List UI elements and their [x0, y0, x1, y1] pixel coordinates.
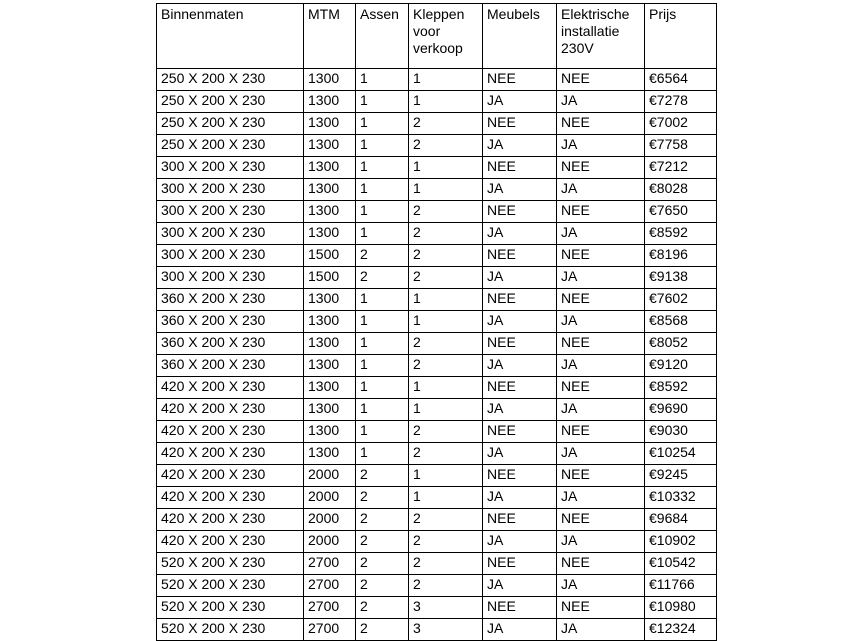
mtm-cell: 1300: [304, 333, 356, 355]
binnenmaten-cell: 250 X 200 X 230: [157, 91, 304, 113]
kleppen-cell: 2: [409, 267, 483, 289]
table-row: [157, 267, 717, 289]
prijs-cell: €10332: [645, 487, 717, 509]
table-row: [157, 245, 717, 267]
meubels-cell: NEE: [483, 553, 557, 575]
mtm-cell: 1500: [304, 267, 356, 289]
binnenmaten-cell: 250 X 200 X 230: [157, 135, 304, 157]
kleppen-cell: 1: [409, 69, 483, 91]
table-row: [157, 113, 717, 135]
prijs-cell: €6564: [645, 69, 717, 91]
assen-cell: 1: [356, 91, 409, 113]
elektrische-installatie-cell: NEE: [557, 113, 645, 135]
meubels-cell: NEE: [483, 421, 557, 443]
assen-cell: 1: [356, 377, 409, 399]
mtm-cell: 1300: [304, 289, 356, 311]
kleppen-cell: 2: [409, 245, 483, 267]
mtm-cell: 1300: [304, 355, 356, 377]
kleppen-cell: 2: [409, 201, 483, 223]
assen-cell: 1: [356, 443, 409, 465]
table-row: [157, 355, 717, 377]
mtm-cell: 1300: [304, 201, 356, 223]
meubels-cell: NEE: [483, 113, 557, 135]
table-row: [157, 135, 717, 157]
elektrische-installatie-cell: JA: [557, 487, 645, 509]
binnenmaten-cell: 360 X 200 X 230: [157, 355, 304, 377]
kleppen-cell: 1: [409, 289, 483, 311]
kleppen-cell: 1: [409, 157, 483, 179]
meubels-cell: JA: [483, 179, 557, 201]
kleppen-cell: 1: [409, 91, 483, 113]
header-kleppen: Kleppen voor verkoop: [409, 4, 483, 69]
prijs-cell: €7278: [645, 91, 717, 113]
binnenmaten-cell: 420 X 200 X 230: [157, 443, 304, 465]
binnenmaten-cell: 360 X 200 X 230: [157, 333, 304, 355]
elektrische-installatie-cell: JA: [557, 399, 645, 421]
binnenmaten-cell: 360 X 200 X 230: [157, 311, 304, 333]
prijs-cell: €8592: [645, 377, 717, 399]
mtm-cell: 1300: [304, 311, 356, 333]
assen-cell: 2: [356, 245, 409, 267]
meubels-cell: JA: [483, 443, 557, 465]
prijs-cell: €7602: [645, 289, 717, 311]
kleppen-cell: 1: [409, 465, 483, 487]
header-prijs: Prijs: [645, 4, 717, 69]
elektrische-installatie-cell: NEE: [557, 69, 645, 91]
elektrische-installatie-cell: NEE: [557, 201, 645, 223]
meubels-cell: JA: [483, 531, 557, 553]
meubels-cell: NEE: [483, 69, 557, 91]
binnenmaten-cell: 420 X 200 X 230: [157, 509, 304, 531]
meubels-cell: JA: [483, 575, 557, 597]
binnenmaten-cell: 300 X 200 X 230: [157, 223, 304, 245]
kleppen-cell: 2: [409, 509, 483, 531]
prijs-cell: €9245: [645, 465, 717, 487]
meubels-cell: NEE: [483, 333, 557, 355]
elektrische-installatie-cell: NEE: [557, 157, 645, 179]
binnenmaten-cell: 520 X 200 X 230: [157, 619, 304, 641]
binnenmaten-cell: 520 X 200 X 230: [157, 597, 304, 619]
elektrische-installatie-cell: NEE: [557, 377, 645, 399]
prijs-cell: €10254: [645, 443, 717, 465]
assen-cell: 1: [356, 223, 409, 245]
prijs-cell: €12324: [645, 619, 717, 641]
elektrische-installatie-cell: JA: [557, 619, 645, 641]
table-row: [157, 619, 717, 641]
kleppen-cell: 2: [409, 333, 483, 355]
meubels-cell: NEE: [483, 377, 557, 399]
meubels-cell: JA: [483, 135, 557, 157]
table-row: [157, 531, 717, 553]
meubels-cell: JA: [483, 619, 557, 641]
binnenmaten-cell: 300 X 200 X 230: [157, 267, 304, 289]
elektrische-installatie-cell: JA: [557, 531, 645, 553]
mtm-cell: 2700: [304, 553, 356, 575]
kleppen-cell: 1: [409, 311, 483, 333]
prijs-cell: €8592: [645, 223, 717, 245]
meubels-cell: JA: [483, 267, 557, 289]
table-row: [157, 223, 717, 245]
assen-cell: 1: [356, 355, 409, 377]
mtm-cell: 1300: [304, 223, 356, 245]
prijs-cell: €11766: [645, 575, 717, 597]
meubels-cell: JA: [483, 355, 557, 377]
assen-cell: 2: [356, 619, 409, 641]
table-row: [157, 333, 717, 355]
prijs-cell: €7212: [645, 157, 717, 179]
binnenmaten-cell: 250 X 200 X 230: [157, 69, 304, 91]
prijs-cell: €10542: [645, 553, 717, 575]
table-row: [157, 201, 717, 223]
kleppen-cell: 2: [409, 553, 483, 575]
prijs-cell: €7002: [645, 113, 717, 135]
price-table: [156, 3, 717, 641]
kleppen-cell: 3: [409, 597, 483, 619]
kleppen-cell: 2: [409, 223, 483, 245]
assen-cell: 1: [356, 311, 409, 333]
prijs-cell: €8028: [645, 179, 717, 201]
assen-cell: 2: [356, 487, 409, 509]
assen-cell: 2: [356, 531, 409, 553]
header-elektrische-installatie: Elektrische installatie 230V: [557, 4, 645, 69]
binnenmaten-cell: 300 X 200 X 230: [157, 157, 304, 179]
meubels-cell: JA: [483, 223, 557, 245]
assen-cell: 1: [356, 113, 409, 135]
binnenmaten-cell: 360 X 200 X 230: [157, 289, 304, 311]
elektrische-installatie-cell: NEE: [557, 553, 645, 575]
mtm-cell: 2000: [304, 509, 356, 531]
binnenmaten-cell: 300 X 200 X 230: [157, 201, 304, 223]
prijs-cell: €10902: [645, 531, 717, 553]
table-row: [157, 575, 717, 597]
assen-cell: 1: [356, 333, 409, 355]
header-mtm: MTM: [304, 4, 356, 69]
mtm-cell: 2700: [304, 597, 356, 619]
elektrische-installatie-cell: NEE: [557, 465, 645, 487]
elektrische-installatie-cell: JA: [557, 311, 645, 333]
assen-cell: 2: [356, 509, 409, 531]
assen-cell: 1: [356, 289, 409, 311]
elektrische-installatie-cell: JA: [557, 267, 645, 289]
table-row: [157, 597, 717, 619]
prijs-cell: €8052: [645, 333, 717, 355]
meubels-cell: JA: [483, 91, 557, 113]
mtm-cell: 1300: [304, 377, 356, 399]
assen-cell: 1: [356, 421, 409, 443]
assen-cell: 2: [356, 553, 409, 575]
kleppen-cell: 1: [409, 377, 483, 399]
binnenmaten-cell: 420 X 200 X 230: [157, 465, 304, 487]
elektrische-installatie-cell: NEE: [557, 289, 645, 311]
table-body: [157, 69, 717, 641]
assen-cell: 1: [356, 69, 409, 91]
assen-cell: 1: [356, 201, 409, 223]
prijs-cell: €7650: [645, 201, 717, 223]
kleppen-cell: 1: [409, 399, 483, 421]
table-row: [157, 465, 717, 487]
prijs-cell: €7758: [645, 135, 717, 157]
assen-cell: 1: [356, 157, 409, 179]
elektrische-installatie-cell: JA: [557, 91, 645, 113]
binnenmaten-cell: 420 X 200 X 230: [157, 421, 304, 443]
prijs-cell: €8568: [645, 311, 717, 333]
header-row: [157, 4, 717, 69]
elektrische-installatie-cell: NEE: [557, 421, 645, 443]
prijs-cell: €9690: [645, 399, 717, 421]
table-row: [157, 487, 717, 509]
meubels-cell: NEE: [483, 201, 557, 223]
binnenmaten-cell: 420 X 200 X 230: [157, 399, 304, 421]
mtm-cell: 2000: [304, 531, 356, 553]
table-row: [157, 421, 717, 443]
elektrische-installatie-cell: NEE: [557, 245, 645, 267]
elektrische-installatie-cell: NEE: [557, 333, 645, 355]
assen-cell: 2: [356, 465, 409, 487]
binnenmaten-cell: 520 X 200 X 230: [157, 575, 304, 597]
mtm-cell: 2000: [304, 487, 356, 509]
assen-cell: 2: [356, 267, 409, 289]
elektrische-installatie-cell: JA: [557, 355, 645, 377]
mtm-cell: 1300: [304, 135, 356, 157]
elektrische-installatie-cell: NEE: [557, 597, 645, 619]
prijs-cell: €9684: [645, 509, 717, 531]
meubels-cell: NEE: [483, 509, 557, 531]
header-assen: Assen: [356, 4, 409, 69]
table-row: [157, 69, 717, 91]
table-row: [157, 553, 717, 575]
mtm-cell: 1300: [304, 91, 356, 113]
kleppen-cell: 2: [409, 355, 483, 377]
binnenmaten-cell: 300 X 200 X 230: [157, 179, 304, 201]
mtm-cell: 1300: [304, 421, 356, 443]
meubels-cell: JA: [483, 399, 557, 421]
prijs-cell: €9120: [645, 355, 717, 377]
meubels-cell: NEE: [483, 245, 557, 267]
binnenmaten-cell: 420 X 200 X 230: [157, 377, 304, 399]
assen-cell: 2: [356, 597, 409, 619]
table-row: [157, 509, 717, 531]
prijs-cell: €10980: [645, 597, 717, 619]
elektrische-installatie-cell: JA: [557, 443, 645, 465]
assen-cell: 1: [356, 135, 409, 157]
prijs-cell: €9030: [645, 421, 717, 443]
meubels-cell: JA: [483, 487, 557, 509]
elektrische-installatie-cell: NEE: [557, 509, 645, 531]
meubels-cell: NEE: [483, 289, 557, 311]
kleppen-cell: 2: [409, 575, 483, 597]
meubels-cell: NEE: [483, 597, 557, 619]
kleppen-cell: 1: [409, 179, 483, 201]
table-row: [157, 91, 717, 113]
table-row: [157, 377, 717, 399]
kleppen-cell: 3: [409, 619, 483, 641]
mtm-cell: 1300: [304, 113, 356, 135]
table-row: [157, 289, 717, 311]
elektrische-installatie-cell: JA: [557, 223, 645, 245]
elektrische-installatie-cell: JA: [557, 179, 645, 201]
binnenmaten-cell: 420 X 200 X 230: [157, 487, 304, 509]
meubels-cell: JA: [483, 311, 557, 333]
elektrische-installatie-cell: JA: [557, 575, 645, 597]
mtm-cell: 1300: [304, 443, 356, 465]
mtm-cell: 2700: [304, 575, 356, 597]
table-row: [157, 311, 717, 333]
kleppen-cell: 2: [409, 443, 483, 465]
meubels-cell: NEE: [483, 465, 557, 487]
header-binnenmaten: Binnenmaten: [157, 4, 304, 69]
prijs-cell: €9138: [645, 267, 717, 289]
meubels-cell: NEE: [483, 157, 557, 179]
binnenmaten-cell: 250 X 200 X 230: [157, 113, 304, 135]
kleppen-cell: 2: [409, 421, 483, 443]
assen-cell: 2: [356, 575, 409, 597]
prijs-cell: €8196: [645, 245, 717, 267]
mtm-cell: 2000: [304, 465, 356, 487]
mtm-cell: 2700: [304, 619, 356, 641]
binnenmaten-cell: 520 X 200 X 230: [157, 553, 304, 575]
kleppen-cell: 2: [409, 531, 483, 553]
mtm-cell: 1300: [304, 157, 356, 179]
mtm-cell: 1300: [304, 179, 356, 201]
mtm-cell: 1300: [304, 399, 356, 421]
kleppen-cell: 2: [409, 135, 483, 157]
table-row: [157, 399, 717, 421]
table-row: [157, 443, 717, 465]
elektrische-installatie-cell: JA: [557, 135, 645, 157]
header-meubels: Meubels: [483, 4, 557, 69]
binnenmaten-cell: 420 X 200 X 230: [157, 531, 304, 553]
table-row: [157, 157, 717, 179]
mtm-cell: 1500: [304, 245, 356, 267]
binnenmaten-cell: 300 X 200 X 230: [157, 245, 304, 267]
assen-cell: 1: [356, 179, 409, 201]
kleppen-cell: 1: [409, 487, 483, 509]
table-row: [157, 179, 717, 201]
kleppen-cell: 2: [409, 113, 483, 135]
mtm-cell: 1300: [304, 69, 356, 91]
assen-cell: 1: [356, 399, 409, 421]
table-header: [157, 4, 717, 69]
